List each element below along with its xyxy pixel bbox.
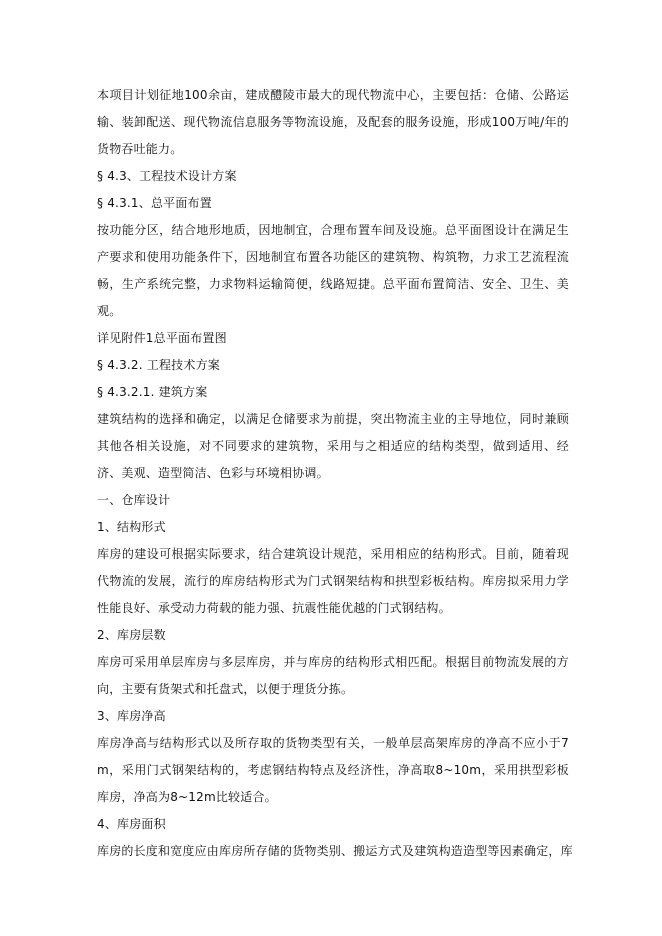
document-body: [97, 82, 573, 865]
paragraph-clear-height: 库房净高与结构形式以及所存取的货物类型有关，一般单层高架库房的净高不应小于7m，采用门式钢架结构的，考虑钢结构特点及经济性，净高取8~10m，采用拱型彩板库房，净高为8~12m比较适合。: [97, 736, 569, 804]
heading-structure-form: 1、结构形式: [97, 520, 166, 534]
paragraph-project-overview: 本项目计划征地100余亩，建成醴陵市最大的现代物流中心，主要包括：仓储、公路运输、装卸配送、现代物流信息服务等物流设施，及配套的服务设施，形成100万吨/年的货物吞吐能力。: [97, 88, 569, 156]
heading-floor-area: 4、库房面积: [97, 817, 166, 831]
paragraph-floor-count: 库房可采用单层库房与多层库房，并与库房的结构形式相匹配。根据目前物流发展的方向，主要有货架式和托盘式，以便于理货分拣。: [97, 655, 569, 696]
heading-4-3-2: § 4.3.2. 工程技术方案: [97, 358, 220, 372]
heading-4-3: § 4.3、工程技术设计方案: [97, 169, 237, 183]
paragraph-structure-form: 库房的建设可根据实际要求，结合建筑设计规范，采用相应的结构形式。目前，随着现代物流的发展，流行的库房结构形式为门式钢架结构和拱型彩板结构。库房拟采用力学性能良好、承受动力荷载的能力强、抗震性能优越的门式钢结构。: [97, 547, 569, 615]
paragraph-building-structure: 建筑结构的选择和确定，以满足仓储要求为前提，突出物流主业的主导地位，同时兼顾其他各相关设施，对不同要求的建筑物，采用与之相适应的结构类型，做到适用、经济、美观、造型简洁、色彩与环境相协调。: [97, 412, 569, 480]
heading-floor-count: 2、库房层数: [97, 628, 166, 642]
heading-4-3-2-1: § 4.3.2.1. 建筑方案: [97, 385, 208, 399]
heading-warehouse-design: 一、仓库设计: [97, 493, 171, 507]
heading-4-3-1: § 4.3.1、总平面布置: [97, 196, 212, 210]
heading-clear-height: 3、库房净高: [97, 709, 166, 723]
attachment-reference: 详见附件1总平面布置图: [97, 331, 227, 345]
paragraph-floor-area-start: 库房的长度和宽度应由库房所存储的货物类别、搬运方式及建筑构造造型等因素确定，库: [97, 844, 573, 858]
paragraph-site-layout: 按功能分区，结合地形地质，因地制宜，合理布置车间及设施。总平面图设计在满足生产要求和使用功能条件下，因地制宜布置各功能区的建筑物、构筑物，力求工艺流程流畅，生产系统完整，力求物料运输简便，线路短捷。总平面布置简洁、安全、卫生、美观。: [97, 223, 569, 318]
